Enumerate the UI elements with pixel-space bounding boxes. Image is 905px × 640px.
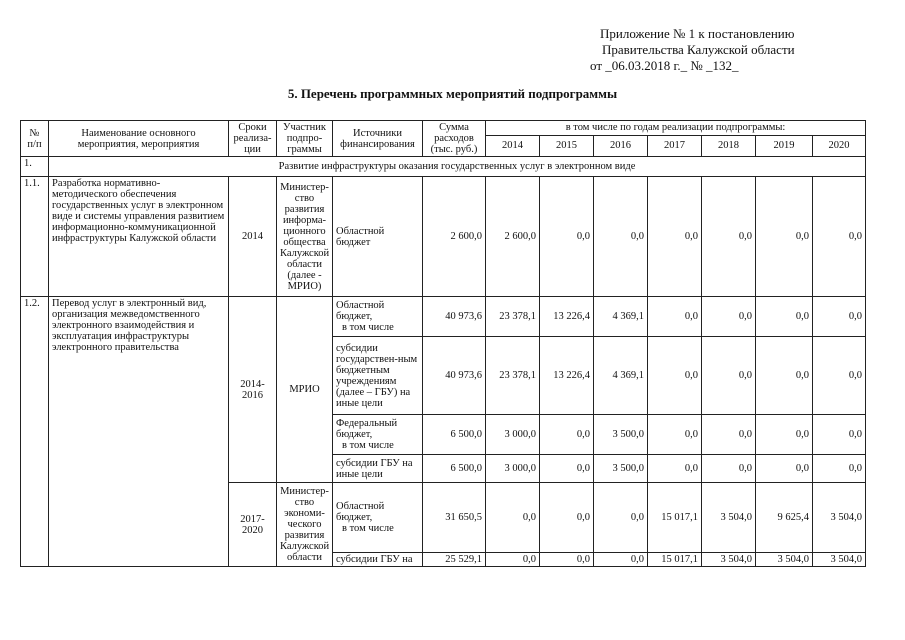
row-year-value: 0,0 (594, 553, 648, 567)
row-year-value: 3 504,0 (813, 553, 866, 567)
row-sum: 25 529,1 (423, 553, 486, 567)
section-num: 1. (21, 157, 49, 177)
row-year-value: 23 378,1 (486, 337, 540, 415)
row-year-value: 3 500,0 (594, 455, 648, 483)
row-year-value: 13 226,4 (540, 297, 594, 337)
appendix-line-1: Приложение № 1 к постановлению (600, 26, 795, 41)
source-main: Федеральный бюджет, (336, 418, 398, 440)
appendix-note (590, 26, 860, 74)
appendix-line-3: от _06.03.2018 г._ № _132_ (590, 58, 739, 73)
row-year-value: 0,0 (486, 483, 540, 553)
row-name: Разработка нормативно-методического обеспечения государственных услуг в электронном виде и системы управления развитием информационно-коммуникационной инфраструктуры Калужской области (49, 177, 229, 297)
row-year-value: 0,0 (594, 483, 648, 553)
row-year-value: 3 504,0 (702, 483, 756, 553)
appendix-line-2: Правительства Калужской области (602, 42, 795, 57)
source-main: Областной бюджет, (336, 300, 385, 322)
source-sub: в том числе (342, 440, 394, 451)
row-year-value: 0,0 (540, 455, 594, 483)
row-name: Перевод услуг в электронный вид, организация межведомственного электронного взаимодействия и эксплуатация инфраструктуры электронного правительства (49, 297, 229, 567)
row-year-value: 0,0 (648, 177, 702, 297)
row-terms: 2017-2020 (229, 483, 277, 567)
row-year-value: 0,0 (540, 553, 594, 567)
row-year-value: 2 600,0 (486, 177, 540, 297)
source-sub: в том числе (342, 523, 394, 534)
row-year-value: 0,0 (813, 455, 866, 483)
row-source (333, 483, 423, 553)
section-title: Развитие инфраструктуры оказания государственных услуг в электронном виде (49, 157, 866, 177)
row-year-value: 0,0 (813, 415, 866, 455)
header-year: 2014 (486, 135, 540, 156)
row-year-value: 0,0 (648, 455, 702, 483)
row-terms: 2014-2016 (229, 297, 277, 483)
row-year-value: 3 000,0 (486, 455, 540, 483)
row-sum: 40 973,6 (423, 297, 486, 337)
row-year-value: 15 017,1 (648, 483, 702, 553)
row-year-value: 3 504,0 (702, 553, 756, 567)
row-source (333, 415, 423, 455)
header-name: Наименование основного мероприятия, мероприятия (49, 121, 229, 157)
row-year-value: 23 378,1 (486, 297, 540, 337)
header-terms: Сроки реализа-ции (229, 121, 277, 157)
table-header-row (21, 121, 866, 136)
row-terms: 2014 (229, 177, 277, 297)
row-year-value: 15 017,1 (648, 553, 702, 567)
row-source: субсидии ГБУ на иные цели (333, 455, 423, 483)
row-source: субсидии государствен-ным бюджетным учреждениям (далее – ГБУ) на иные цели (333, 337, 423, 415)
row-year-value: 0,0 (813, 177, 866, 297)
row-source (333, 297, 423, 337)
header-year: 2020 (813, 135, 866, 156)
row-source: субсидии ГБУ на (333, 553, 423, 567)
row-sum: 31 650,5 (423, 483, 486, 553)
row-year-value: 0,0 (813, 337, 866, 415)
measures-table (20, 120, 866, 567)
row-year-value: 0,0 (756, 337, 813, 415)
row-year-value: 3 000,0 (486, 415, 540, 455)
row-year-value: 4 369,1 (594, 297, 648, 337)
row-sum: 2 600,0 (423, 177, 486, 297)
row-year-value: 0,0 (648, 297, 702, 337)
row-year-value: 0,0 (702, 337, 756, 415)
row-year-value: 0,0 (813, 297, 866, 337)
row-participant: Министер-ство экономи-ческого развития Калужской области (277, 483, 333, 567)
row-year-value: 0,0 (648, 415, 702, 455)
header-year: 2015 (540, 135, 594, 156)
row-sum: 6 500,0 (423, 415, 486, 455)
header-participant: Участник подпро-граммы (277, 121, 333, 157)
row-sum: 40 973,6 (423, 337, 486, 415)
row-sum: 6 500,0 (423, 455, 486, 483)
row-year-value: 3 504,0 (813, 483, 866, 553)
header-sources: Источники финансирования (333, 121, 423, 157)
row-year-value: 9 625,4 (756, 483, 813, 553)
row-source: Областной бюджет (333, 177, 423, 297)
row-year-value: 0,0 (594, 177, 648, 297)
row-num: 1.2. (21, 297, 49, 567)
header-by-years: в том числе по годам реализации подпрограммы: (486, 121, 866, 136)
row-participant: Министер-ство развития информа-ционного общества Калужской области (далее - МРИО) (277, 177, 333, 297)
row-year-value: 0,0 (540, 177, 594, 297)
row-year-value: 0,0 (486, 553, 540, 567)
section-row (21, 157, 866, 177)
row-year-value: 0,0 (756, 415, 813, 455)
row-year-value: 0,0 (648, 337, 702, 415)
row-year-value: 0,0 (702, 455, 756, 483)
row-year-value: 0,0 (702, 415, 756, 455)
source-sub: в том числе (342, 322, 394, 333)
row-year-value: 0,0 (540, 415, 594, 455)
header-sum: Сумма расходов (тыс. руб.) (423, 121, 486, 157)
row-year-value: 0,0 (756, 297, 813, 337)
table-row-1-1 (21, 177, 866, 297)
header-year: 2019 (756, 135, 813, 156)
row-participant: МРИО (277, 297, 333, 483)
header-year: 2016 (594, 135, 648, 156)
source-main: Областной бюджет, (336, 501, 385, 523)
row-year-value: 0,0 (756, 455, 813, 483)
row-year-value: 13 226,4 (540, 337, 594, 415)
row-year-value: 3 500,0 (594, 415, 648, 455)
document-title: 5. Перечень программных мероприятий подпрограммы (287, 86, 618, 101)
header-year: 2018 (702, 135, 756, 156)
header-year: 2017 (648, 135, 702, 156)
row-year-value: 0,0 (540, 483, 594, 553)
row-year-value: 4 369,1 (594, 337, 648, 415)
row-num: 1.1. (21, 177, 49, 297)
header-num: № п/п (21, 121, 49, 157)
row-year-value: 0,0 (702, 297, 756, 337)
row-year-value: 3 504,0 (756, 553, 813, 567)
table-row-1-2-line (21, 297, 866, 337)
row-year-value: 0,0 (702, 177, 756, 297)
row-year-value: 0,0 (756, 177, 813, 297)
